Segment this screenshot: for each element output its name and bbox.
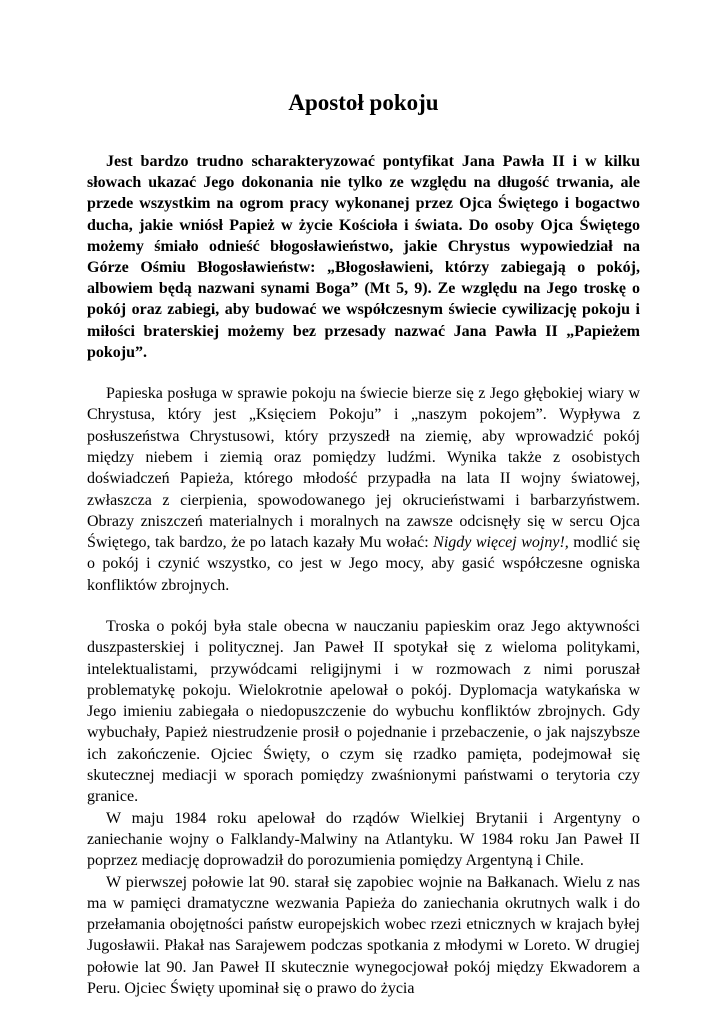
paragraph-1 — [87, 383, 640, 596]
paragraph-1-text-b: modlić się o pokój i czynić wszystko, co jest w Jego mocy, aby gasić współczesne ogniska konfliktów zbrojnych. — [87, 534, 640, 594]
lead-paragraph: Jest bardzo trudno scharakteryzować pontyfikat Jana Pawła II i w kilku słowach ukazać Jego dokonania nie tylko ze względu na długość trwania, ale przede wszystkim na ogrom pracy wykonanej przez Ojca Świętego i bogactwo ducha, jakie wniósł Papież w życie Kościoła i świata. Do osoby Ojca Świętego możemy śmiało odnieść błogosławieństwo, jakie Chrystus wypowiedział na Górze Ośmiu Błogosławieństw: „Błogosławieni, którzy zabiegają o pokój, albowiem będą nazwani synami Boga” (Mt 5, 9). Ze względu na Jego troskę o pokój oraz zabiegi, aby budować we współczesnym świecie cywilizację pokoju i miłości braterskiej możemy bez przesady nazwać Jana Pawła II „Papieżem pokoju”. — [87, 153, 640, 361]
paragraph-3: W maju 1984 roku apelował do rządów Wielkiej Brytanii i Argentyny o zaniechanie wojny o Falklandy-Malwiny na Atlantyku. W 1984 roku Jan Paweł II poprzez mediację doprowadził do porozumienia pomiędzy Argentyną i Chile. — [87, 809, 640, 870]
document-page — [87, 88, 640, 999]
document-title: Apostoł pokoju — [288, 90, 439, 115]
paragraph-1-text-a: Papieska posługa w sprawie pokoju na świecie bierze się z Jego głębokiej wiary w Chrystusa, który jest „Księciem Pokoju” i „naszym pokojem”. Wypływa z posłuszeństwa Chrystusowi, który przyszedł na ziemię, aby wprowadzić pokój między niebem i ziemią oraz pomiędzy ludźmi. Wynika także z osobistych doświadczeń Papieża, którego młodość przypadła na lata II wojny światowej, zwłaszcza z cierpienia, spowodowanego jej okrucieństwami i barbarzyństwem. Obrazy zniszczeń materialnych i moralnych na zawsze odcisnęły się w sercu Ojca Świętego, tak bardzo, że po latach kazały Mu wołać: — [87, 385, 640, 552]
paragraph-4: W pierwszej połowie lat 90. starał się zapobiec wojnie na Bałkanach. Wielu z nas ma w pamięci dramatyczne wezwania Papieża do zaniechania okrutnych walk i do przełamania obojętności państw europejskich wobec rzezi etnicznych w krajach byłej Jugosławii. Płakał nas Sarajewem podczas spotkania z młodymi w Loreto. W drugiej połowie lat 90. Jan Paweł II skutecznie wynegocjował pokój między Ekwadorem a Peru. Ojciec Święty upominał się o prawo do życia — [87, 873, 640, 998]
paragraph-1-italic-quote: Nigdy więcej wojny!, — [433, 534, 569, 552]
paragraph-2: Troska o pokój była stale obecna w nauczaniu papieskim oraz Jego aktywności duszpasterskiej i politycznej. Jan Paweł II spotykał się z wieloma politykami, intelektualistami, przywódcami religijnymi i w rozmowach z nimi poruszał problematykę pokoju. Wielokrotnie apelował o pokój. Dyplomacja watykańska w Jego imieniu zabiegała o niedopuszczenie do wybuchu konfliktów zbrojnych. Gdy wybuchały, Papież niestrudzenie prosił o pojednanie i przebaczenie, o jak najszybsze ich zakończenie. Ojciec Święty, o czym się rzadko pamięta, podejmował się skutecznej mediacji w sporach pomiędzy zwaśnionymi państwami o terytoria czy granice. — [87, 618, 640, 806]
